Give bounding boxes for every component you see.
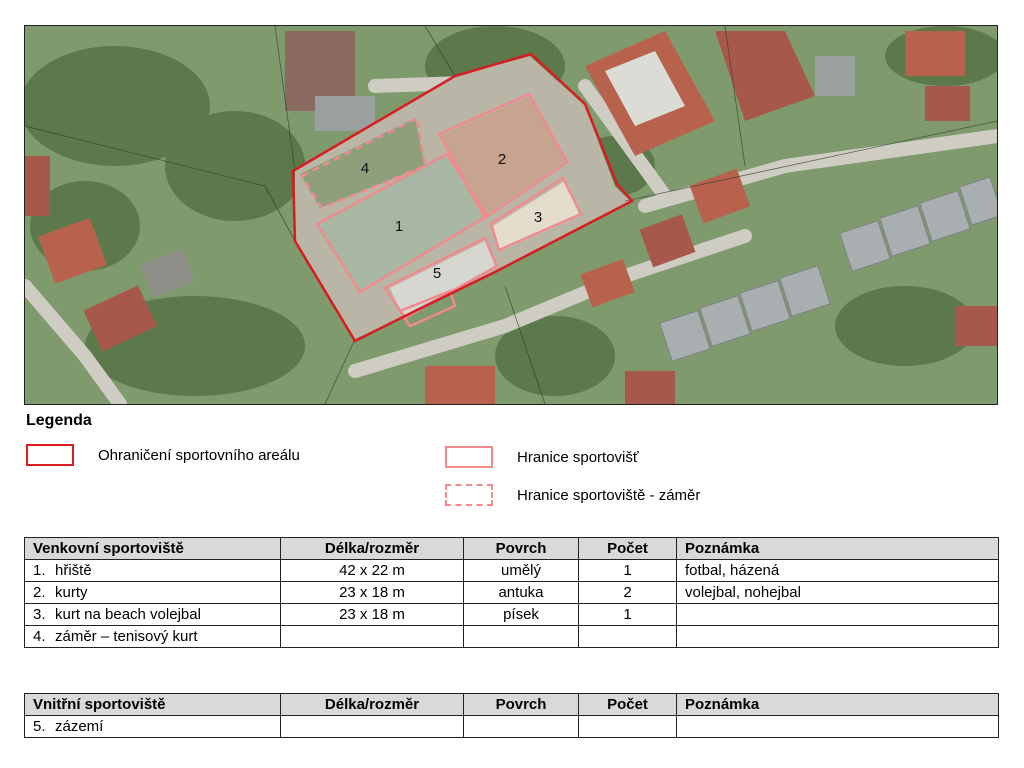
aerial-map[interactable] <box>24 25 998 405</box>
table-row <box>25 716 999 738</box>
cell-size: 23 x 18 m <box>281 604 464 626</box>
cell-note <box>677 626 999 648</box>
indoor-sports-table <box>24 693 999 738</box>
label-4: 4 <box>360 160 370 177</box>
cell-name <box>25 716 281 738</box>
cell-size: 42 x 22 m <box>281 560 464 582</box>
row-number: 2. <box>33 583 46 601</box>
cell-name <box>25 560 281 582</box>
cell-size: 23 x 18 m <box>281 582 464 604</box>
label-2: 2 <box>497 151 507 168</box>
cell-note: volejbal, nohejbal <box>677 582 999 604</box>
cell-count: 1 <box>579 560 677 582</box>
legend-swatch-dashed-light <box>445 484 493 506</box>
row-number: 4. <box>33 627 46 645</box>
cell-count <box>579 716 677 738</box>
label-1: 1 <box>394 218 404 235</box>
cell-size <box>281 626 464 648</box>
cell-surface <box>464 716 579 738</box>
cell-note <box>677 716 999 738</box>
outdoor-sports-table <box>24 537 999 648</box>
header-count: Počet <box>579 694 677 716</box>
header-size: Délka/rozměr <box>281 694 464 716</box>
row-name: kurty <box>55 583 88 601</box>
row-name: zázemí <box>55 717 104 735</box>
legend-item-sport-boundary <box>445 446 639 468</box>
cell-surface <box>464 626 579 648</box>
legend-label: Hranice sportoviště - záměr <box>517 486 701 504</box>
legend-item-complex-boundary <box>26 444 300 466</box>
header-count: Počet <box>579 538 677 560</box>
table-row <box>25 626 999 648</box>
header-surface: Povrch <box>464 538 579 560</box>
label-5: 5 <box>432 265 442 282</box>
header-name: Venkovní sportoviště <box>25 538 281 560</box>
cell-count: 1 <box>579 604 677 626</box>
legend-swatch-solid-light <box>445 446 493 468</box>
row-name: kurt na beach volejbal <box>55 605 201 623</box>
header-name: Vnitřní sportoviště <box>25 694 281 716</box>
legend-item-planned-boundary <box>445 484 700 506</box>
cell-size <box>281 716 464 738</box>
cell-note <box>677 604 999 626</box>
cell-surface: písek <box>464 604 579 626</box>
cell-name <box>25 604 281 626</box>
cell-count <box>579 626 677 648</box>
row-number: 1. <box>33 561 46 579</box>
cell-name <box>25 582 281 604</box>
legend-title: Legenda <box>26 412 92 429</box>
header-surface: Povrch <box>464 694 579 716</box>
header-size: Délka/rozměr <box>281 538 464 560</box>
cell-count: 2 <box>579 582 677 604</box>
legend-label: Hranice sportovišť <box>517 448 639 466</box>
row-number: 3. <box>33 605 46 623</box>
label-3: 3 <box>533 209 543 226</box>
cell-surface: antuka <box>464 582 579 604</box>
cell-note: fotbal, házená <box>677 560 999 582</box>
legend-swatch-solid-dark <box>26 444 74 466</box>
cell-name <box>25 626 281 648</box>
table-row <box>25 604 999 626</box>
row-name: záměr – tenisový kurt <box>55 627 198 645</box>
table-header-row <box>25 694 999 716</box>
table-row <box>25 560 999 582</box>
row-name: hřiště <box>55 561 92 579</box>
header-note: Poznámka <box>677 538 999 560</box>
table-row <box>25 582 999 604</box>
header-note: Poznámka <box>677 694 999 716</box>
cell-surface: umělý <box>464 560 579 582</box>
row-number: 5. <box>33 717 46 735</box>
table-header-row <box>25 538 999 560</box>
legend-label: Ohraničení sportovního areálu <box>98 446 300 464</box>
map-canvas <box>25 26 997 404</box>
